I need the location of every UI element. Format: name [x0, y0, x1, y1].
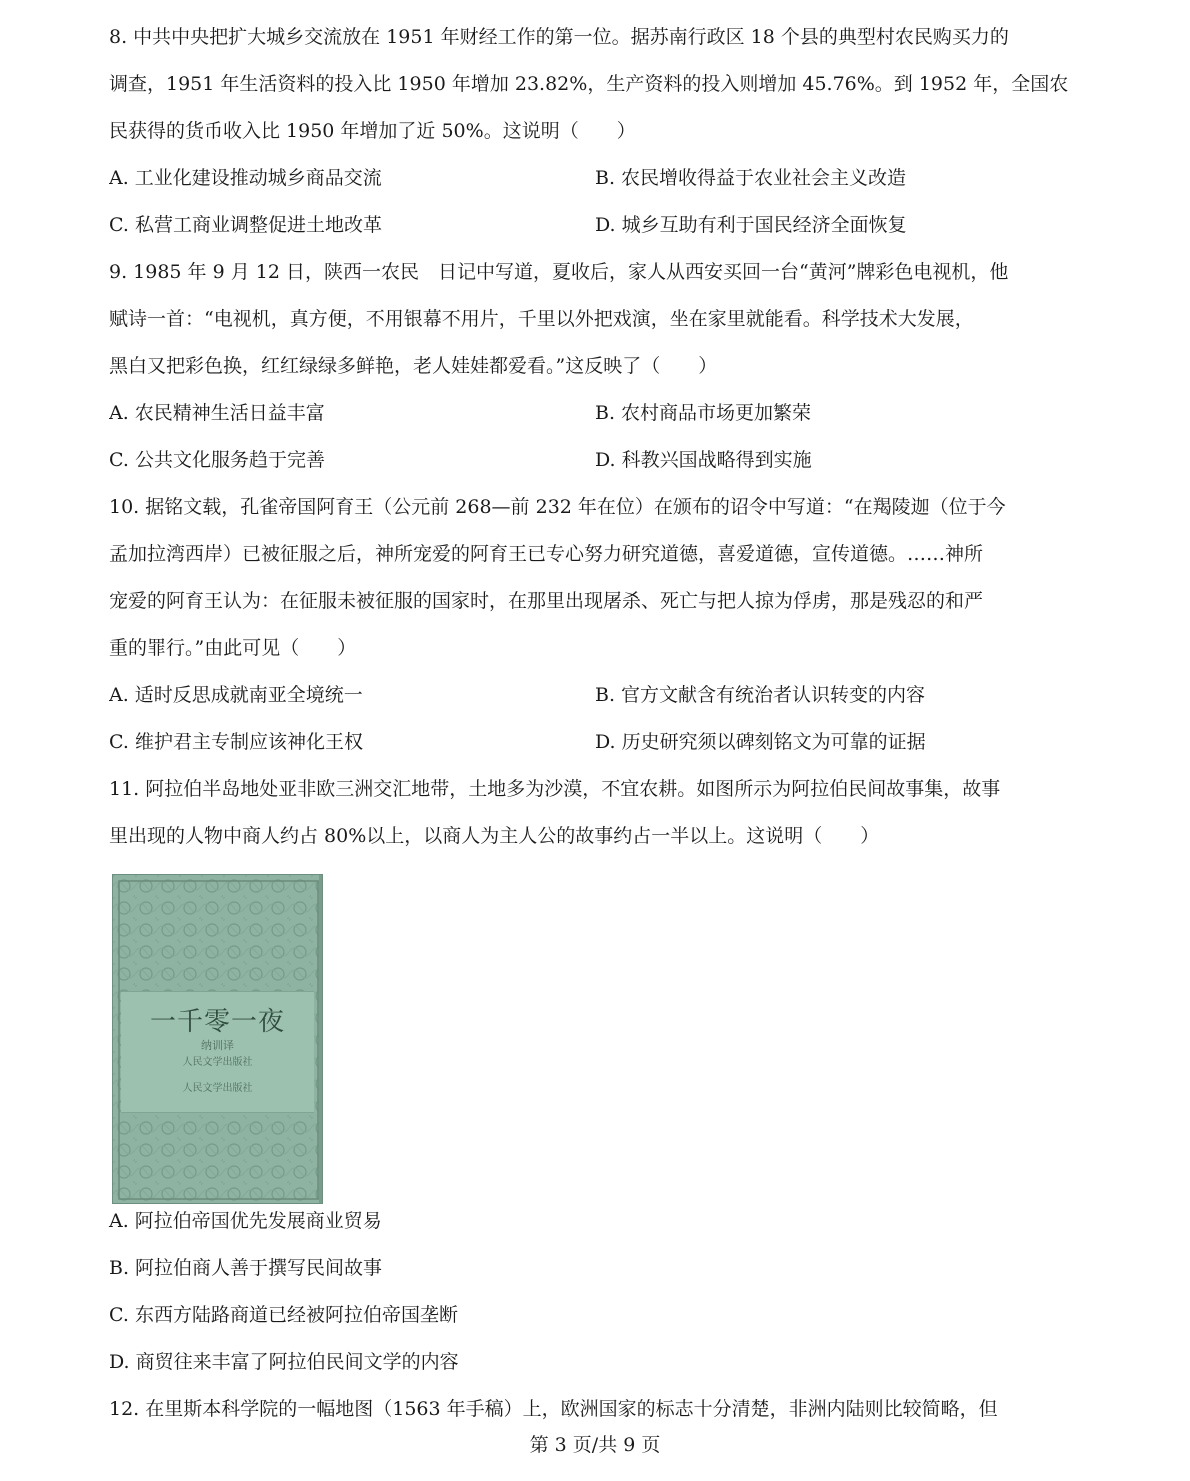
- question-9: [109, 249, 1084, 484]
- exam-page: [109, 14, 1084, 1433]
- question-12: [109, 1386, 1084, 1433]
- question-9-option-c[interactable]: C. 公共文化服务趋于完善: [109, 449, 325, 471]
- question-10-option-b[interactable]: B. 官方文献含有统治者认识转变的内容: [595, 684, 926, 706]
- question-8-option-c[interactable]: C. 私营工商业调整促进土地改革: [109, 214, 382, 236]
- question-11: [109, 766, 1084, 1386]
- question-11-line-1: 11. 阿拉伯半岛地处亚非欧三洲交汇地带，土地多为沙漠，不宜农耕。如图所示为阿拉伯民间故事集，故事: [109, 778, 1001, 800]
- question-10: [109, 484, 1084, 766]
- question-9-line-3: 黑白又把彩色换，红红绿绿多鲜艳，老人娃娃都爱看。”这反映了（ ）: [109, 355, 718, 377]
- question-10-option-d[interactable]: D. 历史研究须以碑刻铭文为可靠的证据: [595, 731, 926, 753]
- book-cover-figure: [109, 860, 1084, 1198]
- book-publisher-line: 人民文学出版社: [182, 1057, 253, 1068]
- question-8-option-d[interactable]: D. 城乡互助有利于国民经济全面恢复: [595, 214, 907, 236]
- question-11-option-d[interactable]: D. 商贸往来丰富了阿拉伯民间文学的内容: [109, 1351, 459, 1373]
- question-8-line-1: 8. 中共中央把扩大城乡交流放在 1951 年财经工作的第一位。据苏南行政区 18 个县的典型村农民购买力的: [109, 26, 1009, 48]
- question-9-options-row-1: [109, 390, 1084, 437]
- question-10-options-row-2: [109, 719, 1084, 766]
- question-11-line-2: 里出现的人物中商人约占 80%以上，以商人为主人公的故事约占一半以上。这说明（ ）: [109, 825, 880, 847]
- book-publisher: 人民文学出版社: [182, 1083, 253, 1094]
- question-10-option-c[interactable]: C. 维护君主专制应该神化王权: [109, 731, 363, 753]
- question-12-line-1: 12. 在里斯本科学院的一幅地图（1563 年手稿）上，欧洲国家的标志十分清楚，非洲内陆则比较简略，但: [109, 1398, 998, 1420]
- question-11-option-b[interactable]: B. 阿拉伯商人善于撰写民间故事: [109, 1257, 383, 1279]
- book-title: 一千零一夜: [149, 1007, 285, 1037]
- question-10-line-3: 宠爱的阿育王认为：在征服未被征服的国家时，在那里出现屠杀、死亡与把人掠为俘虏，那是残忍的和严: [109, 590, 984, 612]
- question-9-line-2: 赋诗一首：“电视机，真方便，不用银幕不用片，千里以外把戏演，坐在家里就能看。科学技术大发展，: [109, 308, 974, 330]
- question-10-line-1: 10. 据铭文载，孔雀帝国阿育王（公元前 268—前 232 年在位）在颁布的诏令中写道：“在羯陵迦（位于今: [109, 496, 1006, 518]
- question-9-option-a[interactable]: A. 农民精神生活日益丰富: [109, 402, 325, 424]
- question-8-option-a[interactable]: A. 工业化建设推动城乡商品交流: [109, 167, 382, 189]
- question-11-option-c[interactable]: C. 东西方陆路商道已经被阿拉伯帝国垄断: [109, 1304, 458, 1326]
- question-10-line-4: 重的罪行。”由此可见（ ）: [109, 637, 357, 659]
- book-spine-edge: [319, 875, 323, 1203]
- question-10-options-row-1: [109, 672, 1084, 719]
- question-9-options-row-2: [109, 437, 1084, 484]
- question-9-option-b[interactable]: B. 农村商品市场更加繁荣: [595, 402, 812, 424]
- question-8-option-b[interactable]: B. 农民增收得益于农业社会主义改造: [595, 167, 907, 189]
- book-cover-image: [112, 874, 323, 1204]
- book-translator: 纳训译: [201, 1039, 234, 1052]
- question-8: [109, 14, 1084, 249]
- question-8-options-row-1: [109, 155, 1084, 202]
- question-11-option-a[interactable]: A. 阿拉伯帝国优先发展商业贸易: [109, 1210, 382, 1232]
- question-9-line-1: 9. 1985 年 9 月 12 日，陕西一农民 日记中写道，夏收后，家人从西安买回一台“黄河”牌彩色电视机，他: [109, 261, 1009, 283]
- question-10-option-a[interactable]: A. 适时反思成就南亚全境统一: [109, 684, 363, 706]
- question-10-line-2: 孟加拉湾西岸）已被征服之后，神所宠爱的阿育王已专心努力研究道德，喜爱道德，宣传道德。……神所: [109, 543, 984, 565]
- question-8-line-2: 调查，1951 年生活资料的投入比 1950 年增加 23.82%，生产资料的投入则增加 45.76%。到 1952 年，全国农: [109, 73, 1069, 95]
- question-8-options-row-2: [109, 202, 1084, 249]
- question-9-option-d[interactable]: D. 科教兴国战略得到实施: [595, 449, 812, 471]
- page-number-footer: 第 3 页/共 9 页: [529, 1434, 661, 1456]
- question-8-line-3: 民获得的货币收入比 1950 年增加了近 50%。这说明（ ）: [109, 120, 636, 142]
